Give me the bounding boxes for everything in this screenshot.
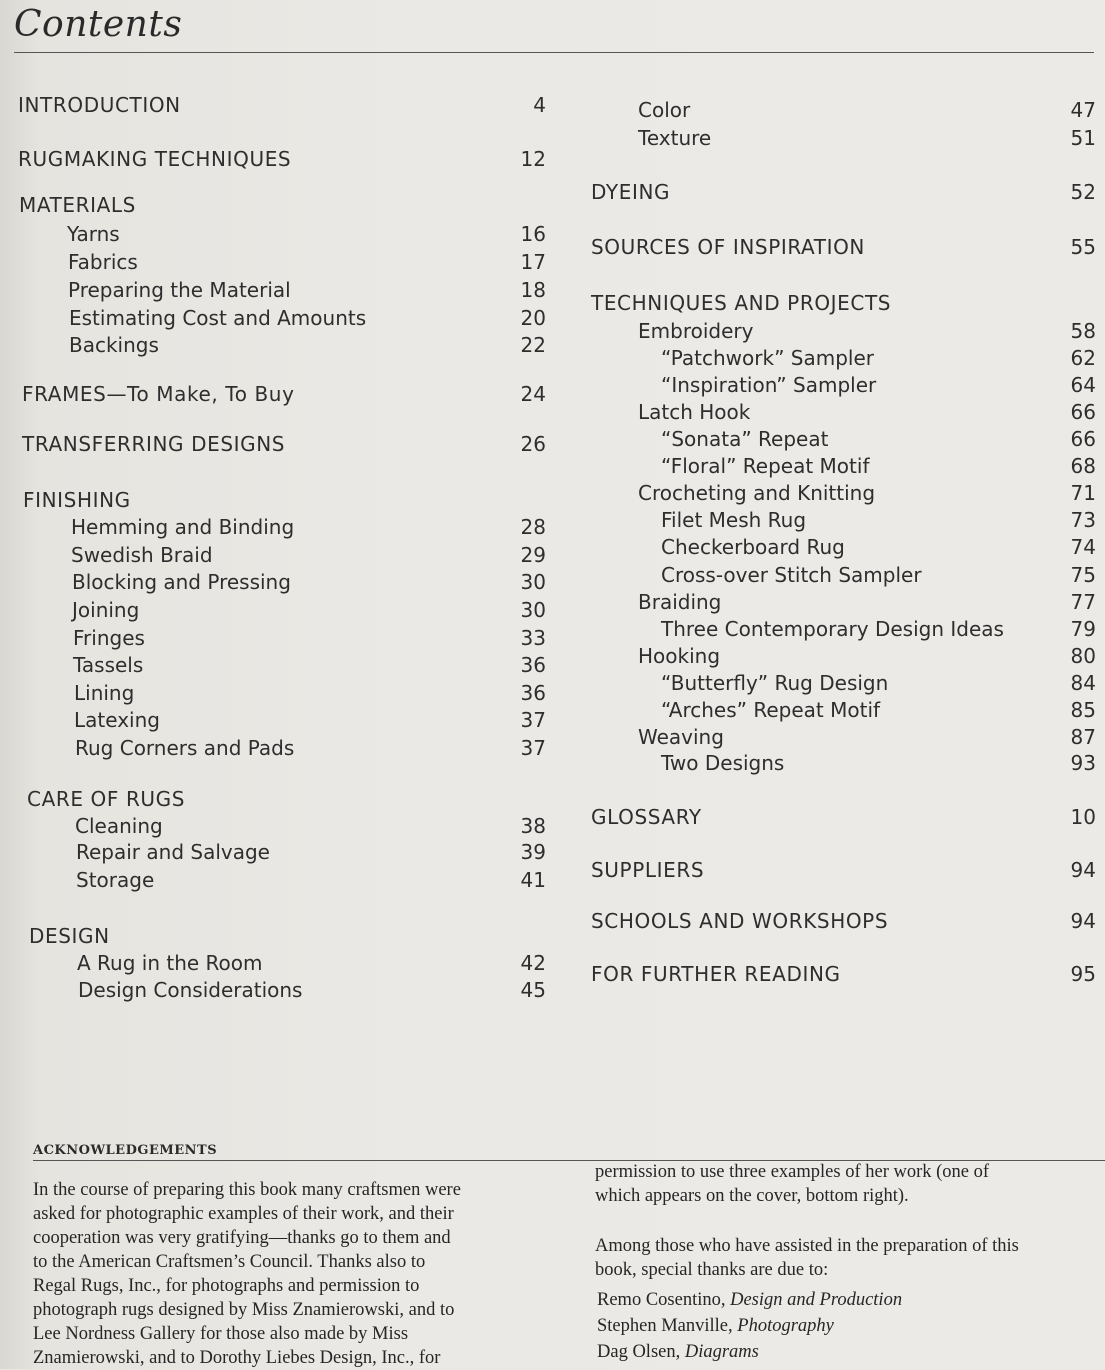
toc-entry-page-number: 26 <box>520 432 546 456</box>
right-toc-entry <box>661 507 1096 533</box>
toc-entry-title: Latexing <box>74 708 160 732</box>
right-toc-entry <box>591 290 1096 316</box>
right-toc-entry <box>661 345 1096 371</box>
right-toc-entry <box>638 724 1096 750</box>
acknowledgements-heading: ACKNOWLEDGEMENTS <box>33 1143 218 1158</box>
right-toc-entry <box>661 616 1096 642</box>
right-toc-entry <box>661 697 1096 723</box>
left-toc-entry <box>72 569 546 595</box>
right-toc-entry <box>591 234 1096 260</box>
right-toc-entry <box>638 589 1096 615</box>
left-toc-entry <box>78 977 546 1003</box>
toc-entry-page-number: 36 <box>520 653 546 677</box>
left-toc-entry <box>72 597 546 623</box>
toc-entry-title: Cleaning <box>75 814 163 838</box>
right-toc-entry <box>591 179 1096 205</box>
toc-entry-page-number: 73 <box>1070 508 1096 532</box>
toc-entry-page-number: 71 <box>1070 481 1096 505</box>
toc-entry-title: Lining <box>74 681 135 705</box>
toc-entry-title: Estimating Cost and Amounts <box>69 306 367 330</box>
right-toc-entry <box>661 562 1096 588</box>
toc-entry-title: GLOSSARY <box>591 805 702 829</box>
toc-entry-page-number: 24 <box>520 382 546 406</box>
toc-entry-page-number: 84 <box>1070 671 1096 695</box>
toc-entry-page-number: 77 <box>1070 590 1096 614</box>
toc-entry-page-number: 85 <box>1070 698 1096 722</box>
left-toc-entry <box>22 381 546 407</box>
toc-entry-title: FINISHING <box>23 488 131 512</box>
toc-entry-page-number: 33 <box>520 626 546 650</box>
left-toc-entry <box>69 332 546 358</box>
left-toc-entry <box>71 542 546 568</box>
left-toc-entry <box>74 680 546 706</box>
toc-entry-page-number: 87 <box>1070 725 1096 749</box>
left-toc-entry <box>71 514 546 540</box>
toc-entry-page-number: 39 <box>520 840 546 864</box>
toc-entry-title: MATERIALS <box>19 193 136 217</box>
credit-row: Stephen Manville, Photography <box>597 1316 834 1336</box>
toc-entry-title: Checkerboard Rug <box>661 535 845 559</box>
page-title: Contents <box>14 4 183 45</box>
toc-entry-page-number: 36 <box>520 681 546 705</box>
toc-entry-page-number: 28 <box>520 515 546 539</box>
toc-entry-title: CARE OF RUGS <box>27 787 186 811</box>
toc-entry-title: Filet Mesh Rug <box>661 508 807 532</box>
toc-entry-page-number: 4 <box>533 93 546 117</box>
toc-entry-title: “Sonata” Repeat <box>661 427 829 451</box>
credit-row: Remo Cosentino, Design and Production <box>597 1290 903 1310</box>
toc-entry-page-number: 12 <box>520 147 546 171</box>
toc-entry-title: SCHOOLS AND WORKSHOPS <box>591 909 889 933</box>
toc-entry-page-number: 66 <box>1070 400 1096 424</box>
toc-entry-title: Cross-over Stitch Sampler <box>661 563 922 587</box>
acknowledgements-right-paragraph-2: Among those who have assisted in the preparation of this book, special thanks are due to: <box>595 1236 1019 1280</box>
right-toc-entry <box>638 318 1096 344</box>
toc-entry-title: Repair and Salvage <box>76 840 270 864</box>
credit-row: Dag Olsen, Diagrams <box>597 1342 759 1362</box>
toc-entry-page-number: 93 <box>1070 751 1096 775</box>
left-toc-entry <box>75 735 546 761</box>
credits-list <box>597 1287 902 1365</box>
left-toc-entry <box>22 431 546 457</box>
toc-entry-title: Rug Corners and Pads <box>75 736 295 760</box>
toc-entry-title: Hooking <box>638 644 721 668</box>
toc-entry-title: FRAMES—To Make, To Buy <box>22 382 295 406</box>
toc-entry-title: Preparing the Material <box>68 278 291 302</box>
toc-entry-title: Design Considerations <box>78 978 303 1002</box>
toc-entry-page-number: 79 <box>1070 617 1096 641</box>
toc-entry-title: “Butterfly” Rug Design <box>661 671 889 695</box>
acknowledgements-left-paragraph: In the course of preparing this book many craftsmen were asked for photographic examples of their work, and their cooperation was very gratifying—thanks go to them and to the American Craftsmen’s Council. Thanks also to Regal Rugs, Inc., for photographs and permission to photograph rugs designed by Miss Znamierowski, and to Lee Nordness Gallery for those also made by Miss Znamierowski, and to Dorothy Liebes Design, Inc., for <box>33 1180 461 1368</box>
left-toc-entry <box>75 813 546 839</box>
toc-entry-page-number: 45 <box>520 978 546 1002</box>
left-toc-entry <box>76 867 546 893</box>
right-toc-entry <box>638 125 1096 151</box>
left-toc-entry <box>19 192 546 218</box>
toc-entry-title: Swedish Braid <box>71 543 213 567</box>
toc-entry-title: Fringes <box>73 626 145 650</box>
toc-entry-page-number: 51 <box>1070 126 1096 150</box>
toc-entry-page-number: 58 <box>1070 319 1096 343</box>
toc-entry-page-number: 30 <box>520 570 546 594</box>
right-toc-entry <box>638 480 1096 506</box>
toc-entry-page-number: 18 <box>520 278 546 302</box>
right-toc-entry <box>591 908 1096 934</box>
title-rule <box>14 52 1094 53</box>
right-toc-entry <box>661 750 1096 776</box>
right-toc-entry <box>638 399 1096 425</box>
toc-entry-title: TRANSFERRING DESIGNS <box>22 432 286 456</box>
toc-entry-page-number: 17 <box>520 250 546 274</box>
right-toc-entry <box>591 804 1096 830</box>
toc-entry-title: DESIGN <box>29 924 110 948</box>
right-toc-entry <box>661 426 1096 452</box>
toc-entry-page-number: 42 <box>520 951 546 975</box>
left-toc-entry <box>74 707 546 733</box>
toc-entry-page-number: 95 <box>1070 962 1096 986</box>
toc-entry-title: Color <box>638 98 691 122</box>
toc-entry-title: Hemming and Binding <box>71 515 295 539</box>
right-toc-entry <box>638 643 1096 669</box>
left-toc-entry <box>73 625 546 651</box>
toc-entry-title: Texture <box>638 126 712 150</box>
toc-entry-title: Latch Hook <box>638 400 751 424</box>
toc-entry-title: Blocking and Pressing <box>72 570 291 594</box>
toc-entry-title: Backings <box>69 333 159 357</box>
left-toc-entry <box>23 487 546 513</box>
toc-entry-title: “Arches” Repeat Motif <box>661 698 881 722</box>
toc-entry-title: Two Designs <box>661 751 785 775</box>
right-toc-entry <box>591 857 1096 883</box>
toc-entry-page-number: 41 <box>520 868 546 892</box>
toc-entry-title: RUGMAKING TECHNIQUES <box>18 147 292 171</box>
toc-entry-title: Braiding <box>638 590 722 614</box>
toc-entry-page-number: 10 <box>1070 805 1096 829</box>
toc-entry-title: Embroidery <box>638 319 754 343</box>
left-toc-entry <box>67 221 546 247</box>
toc-entry-title: A Rug in the Room <box>77 951 263 975</box>
toc-entry-page-number: 22 <box>520 333 546 357</box>
toc-entry-page-number: 16 <box>520 222 546 246</box>
toc-entry-title: FOR FURTHER READING <box>591 962 841 986</box>
toc-entry-title: SUPPLIERS <box>591 858 705 882</box>
toc-entry-title: “Floral” Repeat Motif <box>661 454 870 478</box>
toc-entry-page-number: 38 <box>520 814 546 838</box>
toc-entry-page-number: 29 <box>520 543 546 567</box>
toc-entry-page-number: 75 <box>1070 563 1096 587</box>
toc-entry-title: Fabrics <box>68 250 138 274</box>
toc-entry-title: INTRODUCTION <box>18 93 181 117</box>
right-toc-entry <box>661 534 1096 560</box>
left-toc-entry <box>76 839 546 865</box>
toc-entry-title: Joining <box>72 598 140 622</box>
toc-entry-page-number: 64 <box>1070 373 1096 397</box>
left-toc-entry <box>68 277 546 303</box>
left-toc-entry <box>29 923 546 949</box>
toc-entry-title: DYEING <box>591 180 671 204</box>
left-toc-entry <box>18 92 546 118</box>
right-toc-entry <box>661 453 1096 479</box>
toc-entry-page-number: 37 <box>520 708 546 732</box>
toc-entry-page-number: 62 <box>1070 346 1096 370</box>
toc-entry-title: TECHNIQUES AND PROJECTS <box>591 291 892 315</box>
toc-entry-page-number: 94 <box>1070 909 1096 933</box>
right-toc-entry <box>638 97 1096 123</box>
right-toc-entry <box>661 670 1096 696</box>
toc-entry-page-number: 20 <box>520 306 546 330</box>
right-toc-entry <box>591 961 1096 987</box>
toc-entry-page-number: 94 <box>1070 858 1096 882</box>
toc-entry-page-number: 68 <box>1070 454 1096 478</box>
right-toc-entry <box>661 372 1096 398</box>
toc-entry-title: Crocheting and Knitting <box>638 481 876 505</box>
toc-entry-page-number: 66 <box>1070 427 1096 451</box>
left-toc-entry <box>77 950 546 976</box>
left-toc-entry <box>27 786 546 812</box>
toc-entry-page-number: 55 <box>1070 235 1096 259</box>
left-toc-entry <box>18 146 546 172</box>
toc-entry-title: Yarns <box>67 222 120 246</box>
acknowledgements-right-paragraph-1: permission to use three examples of her work (one of which appears on the cover, bottom right). <box>595 1162 990 1206</box>
toc-entry-title: “Patchwork” Sampler <box>661 346 875 370</box>
toc-entry-title: SOURCES OF INSPIRATION <box>591 235 865 259</box>
left-toc-entry <box>69 305 546 331</box>
toc-entry-page-number: 80 <box>1070 644 1096 668</box>
left-toc-entry <box>68 249 546 275</box>
toc-entry-page-number: 30 <box>520 598 546 622</box>
toc-entry-title: “Inspiration” Sampler <box>661 373 877 397</box>
left-toc-entry <box>73 652 546 678</box>
toc-entry-page-number: 52 <box>1070 180 1096 204</box>
toc-entry-page-number: 74 <box>1070 535 1096 559</box>
toc-entry-title: Tassels <box>73 653 144 677</box>
toc-entry-title: Weaving <box>638 725 724 749</box>
toc-entry-page-number: 47 <box>1070 98 1096 122</box>
toc-entry-title: Three Contemporary Design Ideas <box>661 617 1004 641</box>
toc-entry-title: Storage <box>76 868 155 892</box>
toc-entry-page-number: 37 <box>520 736 546 760</box>
